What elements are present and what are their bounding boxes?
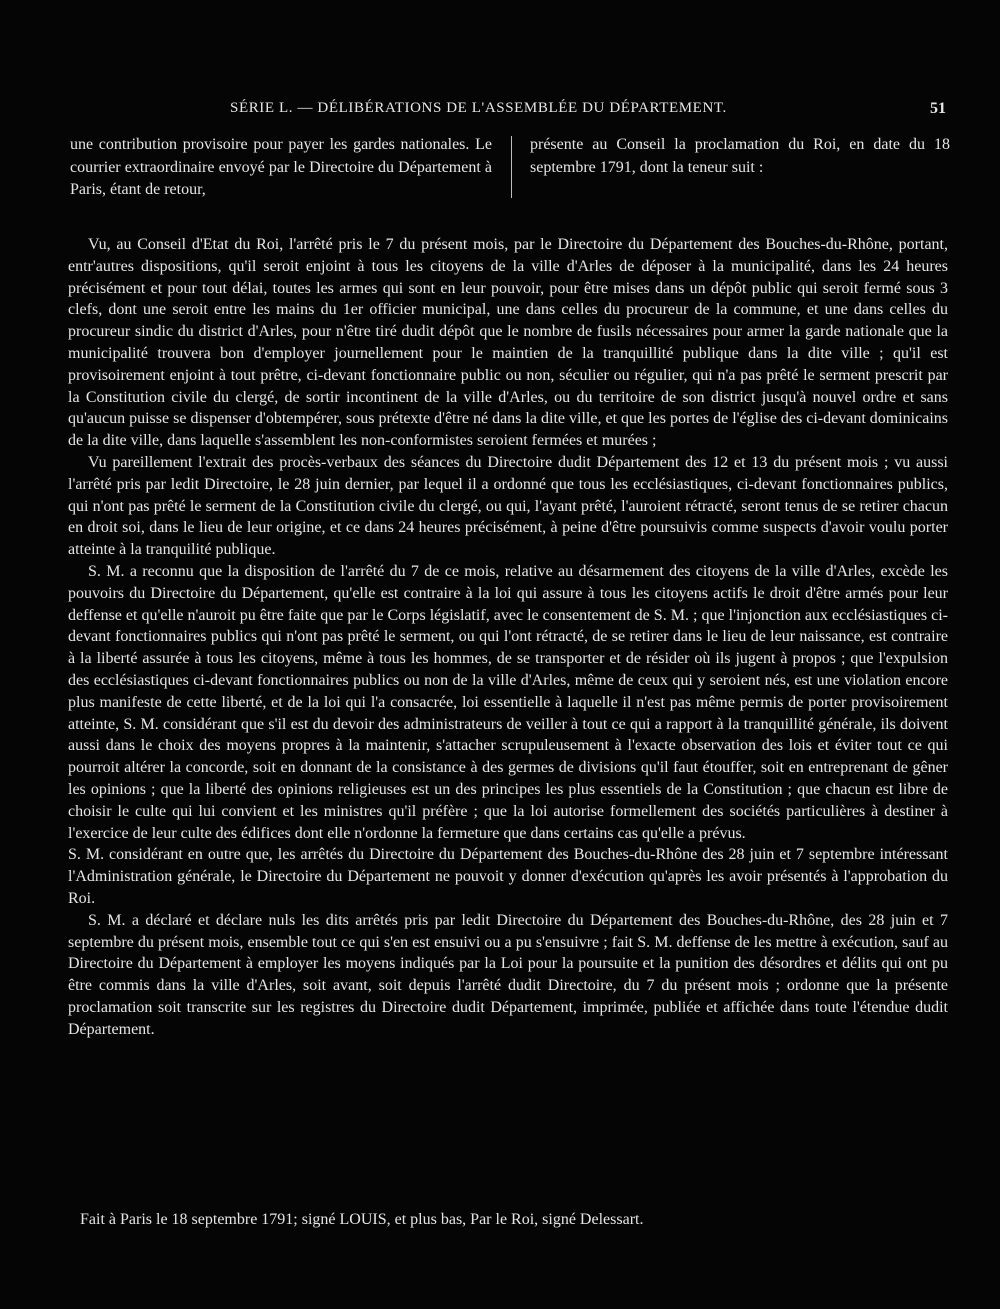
column-divider (511, 136, 512, 198)
proclamation-body (68, 234, 948, 1040)
paragraph-sm-considerant: S. M. considérant en outre que, les arrêtés du Directoire du Département des Bouches-du-Rhône des 28 juin et 7 septembre intéressant l'Administration générale, le Directoire du Département ne pouvoit y donner d'exécution qu'après les avoir présentés à l'approbation du Roi. (68, 846, 948, 907)
right-column-text: présente au Conseil la proclamation du Roi, en date du 18 septembre 1791, dont la teneur suit : (530, 136, 950, 176)
paragraph-sm-declare: S. M. a déclaré et déclare nuls les dits arrêtés pris par ledit Directoire du Département des Bouches-du-Rhône, des 28 juin et 7 septembre du présent mois, ensemble tout ce qui s'en est ensuivi ou a pu s'ensuivre ; fait S. M. deffense de les mettre à exécution, sauf au Directoire du Département à employer les moyens indiqués par la Loi pour la poursuite et la punition des désordres et délits qui ont pu être commis dans la ville d'Arles, soit avant, soit depuis l'arrêté dudit Directoire, du 7 du présent mois ; ordonne que la présente proclamation soit transcrite sur les registres du Directoire dudit Département, imprimée, publiée et affichée dans toute l'étendue dudit Département. (68, 911, 948, 1038)
left-column-text: une contribution provisoire pour payer les gardes nationales. Le courrier extraordinaire envoyé par le Directoire du Département à Paris, étant de retour, (70, 136, 492, 198)
paragraph-vu-pareillement: Vu pareillement l'extrait des procès-verbaux des séances du Directoire dudit Département des 12 et 13 du présent mois ; vu aussi l'arrêté pris par ledit Directoire, le 28 juin dernier, par lequel il a ordonné que tous les ecclésiastiques, ci-devant fonctionnaires publics, qui n'ont pas prêté le serment de la Constitution civile du clergé, ou qui, l'ayant prêté, l'auroient rétracté, seront tenus de se retirer chacun en droit soi, dans le lieu de leur origine, et ce dans 24 heures précisément, à peine d'être poursuivis comme suspects d'avoir voulu porter atteinte à la tranquilité publique. (68, 453, 948, 559)
signature-line: Fait à Paris le 18 septembre 1791; signé LOUIS, et plus bas, Par le Roi, signé Delessart. (80, 1211, 644, 1228)
page-number: 51 (930, 100, 946, 117)
paragraph-vu-arrete: Vu, au Conseil d'Etat du Roi, l'arrêté pris le 7 du présent mois, par le Directoire du Département des Bouches-du-Rhône, portant, entr'autres dispositions, qu'il seroit enjoint à tous les citoyens de la ville d'Arles de déposer à la municipalité, dans les 24 heures précisément et pour tout délai, toutes les armes qui sont en leur pouvoir, pour être mises dans un dépôt public qui seroit fermé sous 3 clefs, dont une seroit entre les mains du 1er officier municipal, une dans celles du procureur de la commune, et une dans celles du procureur sindic du district d'Arles, pour n'être tiré dudit dépôt que le nombre de fusils nécessaires pour armer la garde nationale que la municipalité trouvera bon d'employer journellement pour le maintien de la tranquillité publique dans la dite ville ; qu'il est provisoirement enjoint à tout prêtre, ci-devant fonctionnaire public ou non, séculier ou régulier, qui n'a pas prêté le serment prescrit par la Constitution civile du clergé, de sortir incontinent de la ville d'Arles, ou du territoire de son district jusqu'à nouvel ordre et sans qu'aucun puisse se dispenser d'obtempérer, sous prétexte d'être né dans la dite ville, et que les portes de l'église des ci-devant dominicains de la dite ville, dans laquelle s'assemblent les non-conformistes seroient fermées et murées ; (68, 236, 948, 450)
paragraph-sm-reconnu: S. M. a reconnu que la disposition de l'arrêté du 7 de ce mois, relative au désarmement des citoyens de la ville d'Arles, excède les pouvoirs du Directoire du Département, qu'elle est contraire à la loi qui assure à tous les citoyens actifs le droit d'être armés pour leur deffense et qu'elle n'auroit pu être faite que par le Corps législatif, avec le consentement de S. M. ; que l'injonction aux ecclésiastiques ci-devant fonctionnaires publics qui n'ont pas prêté le serment, ou qui l'ont rétracté, de se retirer dans le lieu de leur naissance, est contraire à la liberté assurée à tous les citoyens, même à tous les hommes, de se transporter et de résider où ils jugent à propos ; que l'expulsion des ecclésiastiques ci-devant fonctionnaires publics ou non de la ville d'Arles, même de ceux qui y seroient nés, est une violation encore plus manifeste de cette liberté, et de la loi qui l'a consacrée, loi essentielle à laquelle il n'est pas même permis de porter provisoirement atteinte, S. M. considérant que s'il est du devoir des administrateurs de veiller à tout ce qui a rapport à la tranquillité générale, ils doivent aussi dans le choix des moyens propres à la maintenir, s'attacher scrupuleusement à l'exacte observation des lois et éviter tout ce qui pourroit altérer la concorde, soit en donnant de la consistance à des germes de divisions qu'il faut étouffer, soit en entreprenant de gêner les opinions ; que la liberté des opinions religieuses est un des principes les plus essentiels de la Constitution ; que chacun est libre de choisir le culte qui lui convient et les ministres qu'il préfère ; que la loi autorise formellement des sociétés particulières à destiner à l'exercice de leur culte des édifices dont elle n'ordonne la fermeture que dans certains cas qu'elle a prévus. (68, 562, 948, 842)
running-title: SÉRIE L. — DÉLIBÉRATIONS DE L'ASSEMBLÉE DU DÉPARTEMENT. (230, 100, 727, 116)
running-header (0, 100, 1000, 124)
